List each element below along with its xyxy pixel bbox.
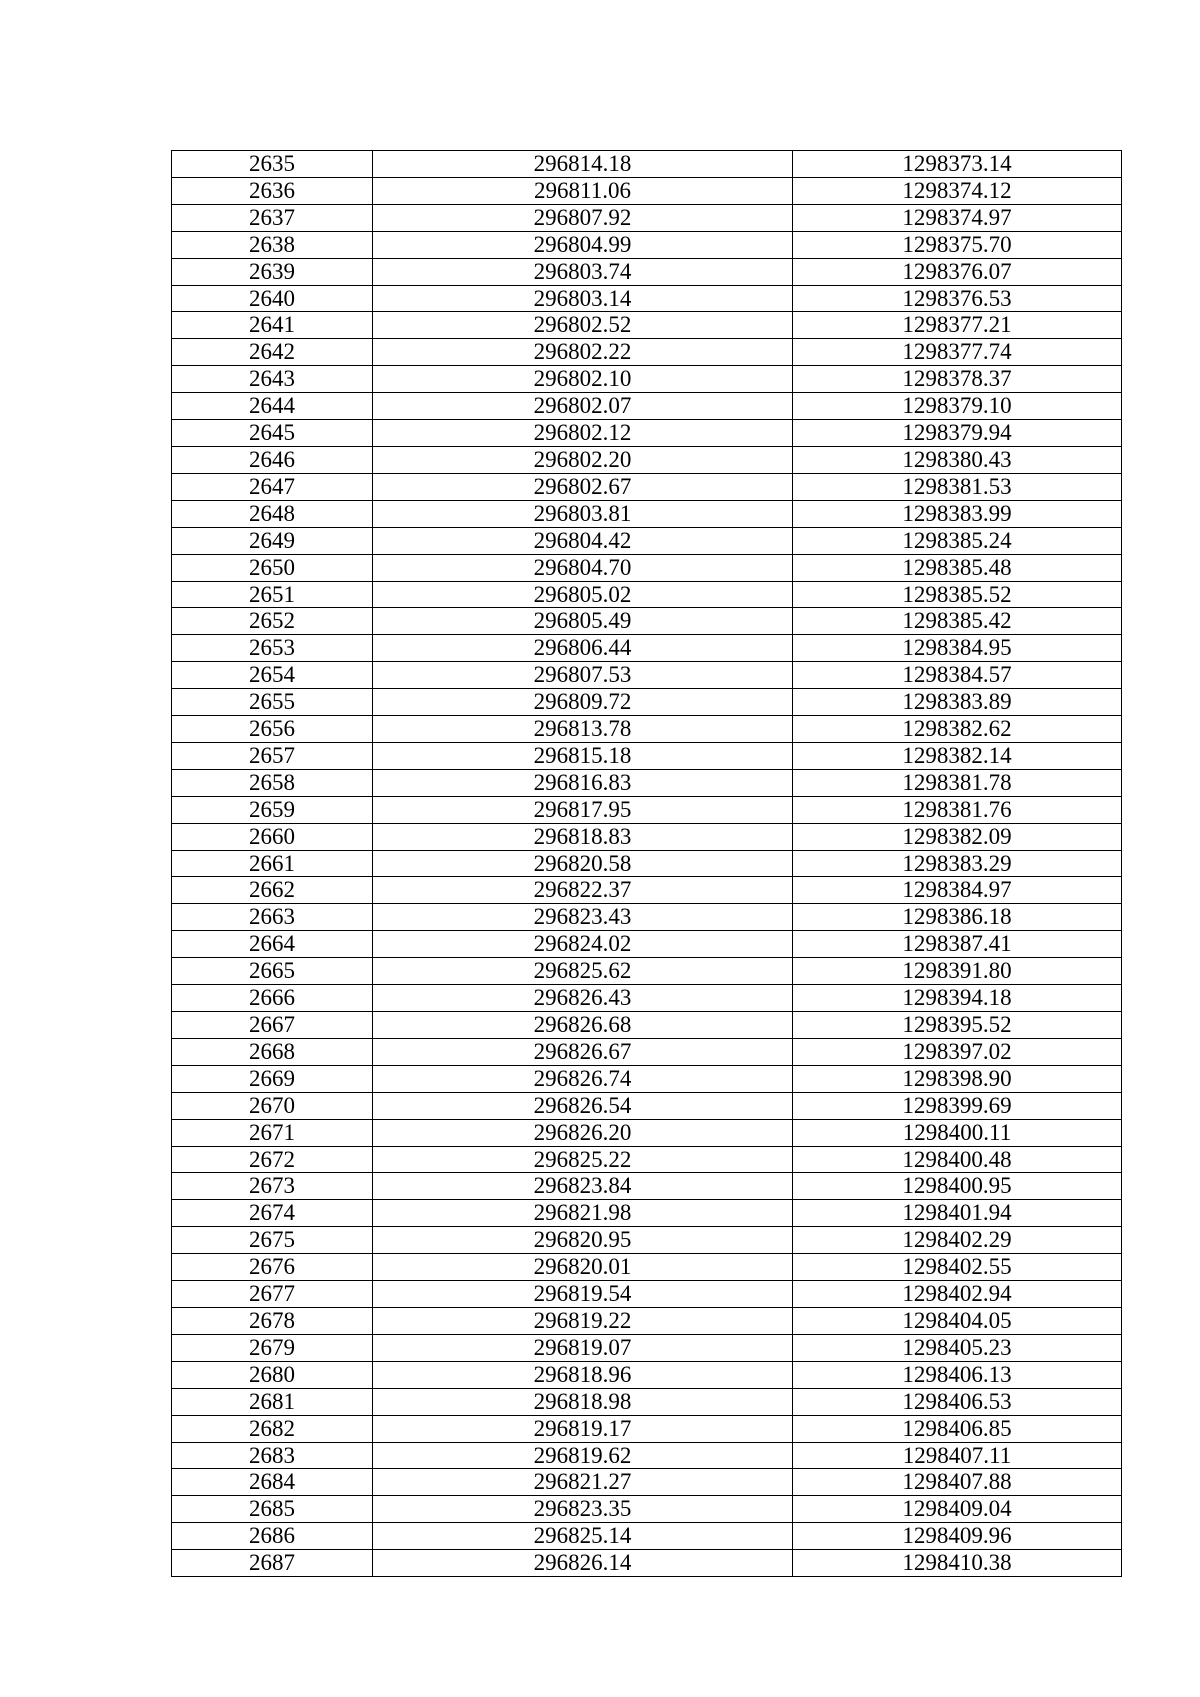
table-row (172, 1119, 1122, 1146)
y-coordinate-cell: 1298378.37 (793, 366, 1122, 393)
table-row (172, 823, 1122, 850)
table-row (172, 1012, 1122, 1039)
x-coordinate-cell: 296818.98 (373, 1388, 793, 1415)
point-number-cell: 2673 (172, 1173, 373, 1200)
point-number-cell: 2685 (172, 1496, 373, 1523)
table-row (172, 1442, 1122, 1469)
y-coordinate-cell: 1298391.80 (793, 958, 1122, 985)
x-coordinate-cell: 296826.43 (373, 985, 793, 1012)
y-coordinate-cell: 1298400.95 (793, 1173, 1122, 1200)
point-number-cell: 2655 (172, 689, 373, 716)
y-coordinate-cell: 1298379.94 (793, 420, 1122, 447)
y-coordinate-cell: 1298385.24 (793, 527, 1122, 554)
x-coordinate-cell: 296807.53 (373, 662, 793, 689)
point-number-cell: 2654 (172, 662, 373, 689)
point-number-cell: 2645 (172, 420, 373, 447)
point-number-cell: 2652 (172, 608, 373, 635)
table-row (172, 554, 1122, 581)
x-coordinate-cell: 296823.43 (373, 904, 793, 931)
point-number-cell: 2664 (172, 931, 373, 958)
point-number-cell: 2684 (172, 1469, 373, 1496)
y-coordinate-cell: 1298377.21 (793, 312, 1122, 339)
point-number-cell: 2638 (172, 231, 373, 258)
x-coordinate-cell: 296814.18 (373, 151, 793, 178)
x-coordinate-cell: 296818.83 (373, 823, 793, 850)
x-coordinate-cell: 296821.98 (373, 1200, 793, 1227)
x-coordinate-cell: 296825.22 (373, 1146, 793, 1173)
coordinate-table-body (172, 151, 1122, 1577)
point-number-cell: 2682 (172, 1415, 373, 1442)
table-row (172, 1496, 1122, 1523)
point-number-cell: 2671 (172, 1119, 373, 1146)
y-coordinate-cell: 1298402.55 (793, 1254, 1122, 1281)
point-number-cell: 2640 (172, 285, 373, 312)
y-coordinate-cell: 1298380.43 (793, 446, 1122, 473)
y-coordinate-cell: 1298376.53 (793, 285, 1122, 312)
table-row (172, 231, 1122, 258)
y-coordinate-cell: 1298384.57 (793, 662, 1122, 689)
x-coordinate-cell: 296819.17 (373, 1415, 793, 1442)
x-coordinate-cell: 296802.07 (373, 393, 793, 420)
point-number-cell: 2639 (172, 258, 373, 285)
point-number-cell: 2644 (172, 393, 373, 420)
y-coordinate-cell: 1298387.41 (793, 931, 1122, 958)
y-coordinate-cell: 1298404.05 (793, 1307, 1122, 1334)
y-coordinate-cell: 1298394.18 (793, 985, 1122, 1012)
x-coordinate-cell: 296823.84 (373, 1173, 793, 1200)
point-number-cell: 2650 (172, 554, 373, 581)
table-row (172, 1307, 1122, 1334)
point-number-cell: 2676 (172, 1254, 373, 1281)
point-number-cell: 2668 (172, 1038, 373, 1065)
x-coordinate-cell: 296805.49 (373, 608, 793, 635)
table-row (172, 716, 1122, 743)
y-coordinate-cell: 1298385.42 (793, 608, 1122, 635)
table-row (172, 285, 1122, 312)
x-coordinate-cell: 296826.54 (373, 1092, 793, 1119)
point-number-cell: 2669 (172, 1065, 373, 1092)
x-coordinate-cell: 296802.10 (373, 366, 793, 393)
y-coordinate-cell: 1298385.48 (793, 554, 1122, 581)
x-coordinate-cell: 296820.58 (373, 850, 793, 877)
table-row (172, 850, 1122, 877)
y-coordinate-cell: 1298397.02 (793, 1038, 1122, 1065)
point-number-cell: 2648 (172, 500, 373, 527)
point-number-cell: 2643 (172, 366, 373, 393)
table-row (172, 151, 1122, 178)
table-row (172, 366, 1122, 393)
x-coordinate-cell: 296804.70 (373, 554, 793, 581)
y-coordinate-cell: 1298373.14 (793, 151, 1122, 178)
table-row (172, 1227, 1122, 1254)
table-row (172, 312, 1122, 339)
y-coordinate-cell: 1298406.85 (793, 1415, 1122, 1442)
y-coordinate-cell: 1298402.29 (793, 1227, 1122, 1254)
table-row (172, 1334, 1122, 1361)
y-coordinate-cell: 1298395.52 (793, 1012, 1122, 1039)
table-row (172, 608, 1122, 635)
y-coordinate-cell: 1298376.07 (793, 258, 1122, 285)
x-coordinate-cell: 296813.78 (373, 716, 793, 743)
x-coordinate-cell: 296826.68 (373, 1012, 793, 1039)
x-coordinate-cell: 296809.72 (373, 689, 793, 716)
table-row (172, 796, 1122, 823)
y-coordinate-cell: 1298399.69 (793, 1092, 1122, 1119)
point-number-cell: 2672 (172, 1146, 373, 1173)
table-row (172, 473, 1122, 500)
y-coordinate-cell: 1298409.04 (793, 1496, 1122, 1523)
point-number-cell: 2662 (172, 877, 373, 904)
coordinate-table (171, 150, 1122, 1577)
y-coordinate-cell: 1298383.29 (793, 850, 1122, 877)
table-row (172, 1038, 1122, 1065)
x-coordinate-cell: 296826.74 (373, 1065, 793, 1092)
table-row (172, 177, 1122, 204)
y-coordinate-cell: 1298382.14 (793, 742, 1122, 769)
point-number-cell: 2653 (172, 635, 373, 662)
table-row (172, 662, 1122, 689)
x-coordinate-cell: 296802.20 (373, 446, 793, 473)
x-coordinate-cell: 296803.74 (373, 258, 793, 285)
point-number-cell: 2635 (172, 151, 373, 178)
y-coordinate-cell: 1298383.89 (793, 689, 1122, 716)
point-number-cell: 2641 (172, 312, 373, 339)
y-coordinate-cell: 1298382.09 (793, 823, 1122, 850)
point-number-cell: 2658 (172, 769, 373, 796)
y-coordinate-cell: 1298410.38 (793, 1550, 1122, 1577)
table-row (172, 1146, 1122, 1173)
x-coordinate-cell: 296811.06 (373, 177, 793, 204)
x-coordinate-cell: 296815.18 (373, 742, 793, 769)
table-row (172, 1200, 1122, 1227)
y-coordinate-cell: 1298409.96 (793, 1523, 1122, 1550)
point-number-cell: 2657 (172, 742, 373, 769)
table-row (172, 1523, 1122, 1550)
x-coordinate-cell: 296803.14 (373, 285, 793, 312)
x-coordinate-cell: 296802.67 (373, 473, 793, 500)
point-number-cell: 2666 (172, 985, 373, 1012)
y-coordinate-cell: 1298400.48 (793, 1146, 1122, 1173)
point-number-cell: 2686 (172, 1523, 373, 1550)
table-row (172, 258, 1122, 285)
y-coordinate-cell: 1298379.10 (793, 393, 1122, 420)
table-row (172, 1065, 1122, 1092)
table-row (172, 339, 1122, 366)
table-row (172, 958, 1122, 985)
x-coordinate-cell: 296826.20 (373, 1119, 793, 1146)
table-row (172, 985, 1122, 1012)
x-coordinate-cell: 296819.07 (373, 1334, 793, 1361)
point-number-cell: 2647 (172, 473, 373, 500)
table-row (172, 1173, 1122, 1200)
table-row (172, 1469, 1122, 1496)
point-number-cell: 2642 (172, 339, 373, 366)
point-number-cell: 2665 (172, 958, 373, 985)
y-coordinate-cell: 1298405.23 (793, 1334, 1122, 1361)
x-coordinate-cell: 296820.01 (373, 1254, 793, 1281)
point-number-cell: 2649 (172, 527, 373, 554)
y-coordinate-cell: 1298402.94 (793, 1281, 1122, 1308)
table-row (172, 689, 1122, 716)
table-row (172, 877, 1122, 904)
x-coordinate-cell: 296817.95 (373, 796, 793, 823)
point-number-cell: 2677 (172, 1281, 373, 1308)
x-coordinate-cell: 296802.22 (373, 339, 793, 366)
table-row (172, 446, 1122, 473)
y-coordinate-cell: 1298381.53 (793, 473, 1122, 500)
y-coordinate-cell: 1298377.74 (793, 339, 1122, 366)
y-coordinate-cell: 1298381.78 (793, 769, 1122, 796)
x-coordinate-cell: 296822.37 (373, 877, 793, 904)
table-row (172, 1281, 1122, 1308)
y-coordinate-cell: 1298374.97 (793, 204, 1122, 231)
point-number-cell: 2678 (172, 1307, 373, 1334)
y-coordinate-cell: 1298385.52 (793, 581, 1122, 608)
point-number-cell: 2651 (172, 581, 373, 608)
x-coordinate-cell: 296825.14 (373, 1523, 793, 1550)
y-coordinate-cell: 1298407.11 (793, 1442, 1122, 1469)
x-coordinate-cell: 296819.62 (373, 1442, 793, 1469)
point-number-cell: 2636 (172, 177, 373, 204)
table-row (172, 904, 1122, 931)
point-number-cell: 2687 (172, 1550, 373, 1577)
y-coordinate-cell: 1298383.99 (793, 500, 1122, 527)
table-row (172, 500, 1122, 527)
table-row (172, 204, 1122, 231)
x-coordinate-cell: 296820.95 (373, 1227, 793, 1254)
y-coordinate-cell: 1298384.95 (793, 635, 1122, 662)
point-number-cell: 2663 (172, 904, 373, 931)
y-coordinate-cell: 1298382.62 (793, 716, 1122, 743)
table-row (172, 1550, 1122, 1577)
point-number-cell: 2667 (172, 1012, 373, 1039)
table-row (172, 581, 1122, 608)
x-coordinate-cell: 296802.12 (373, 420, 793, 447)
point-number-cell: 2646 (172, 446, 373, 473)
x-coordinate-cell: 296802.52 (373, 312, 793, 339)
y-coordinate-cell: 1298401.94 (793, 1200, 1122, 1227)
table-row (172, 1415, 1122, 1442)
x-coordinate-cell: 296807.92 (373, 204, 793, 231)
x-coordinate-cell: 296819.22 (373, 1307, 793, 1334)
point-number-cell: 2675 (172, 1227, 373, 1254)
y-coordinate-cell: 1298375.70 (793, 231, 1122, 258)
x-coordinate-cell: 296823.35 (373, 1496, 793, 1523)
y-coordinate-cell: 1298381.76 (793, 796, 1122, 823)
y-coordinate-cell: 1298406.53 (793, 1388, 1122, 1415)
point-number-cell: 2681 (172, 1388, 373, 1415)
table-row (172, 742, 1122, 769)
point-number-cell: 2660 (172, 823, 373, 850)
y-coordinate-cell: 1298407.88 (793, 1469, 1122, 1496)
point-number-cell: 2674 (172, 1200, 373, 1227)
table-row (172, 1254, 1122, 1281)
table-row (172, 769, 1122, 796)
y-coordinate-cell: 1298386.18 (793, 904, 1122, 931)
table-row (172, 635, 1122, 662)
x-coordinate-cell: 296826.67 (373, 1038, 793, 1065)
table-row (172, 393, 1122, 420)
y-coordinate-cell: 1298400.11 (793, 1119, 1122, 1146)
y-coordinate-cell: 1298384.97 (793, 877, 1122, 904)
table-row (172, 931, 1122, 958)
point-number-cell: 2637 (172, 204, 373, 231)
x-coordinate-cell: 296804.42 (373, 527, 793, 554)
table-row (172, 1388, 1122, 1415)
x-coordinate-cell: 296806.44 (373, 635, 793, 662)
point-number-cell: 2661 (172, 850, 373, 877)
point-number-cell: 2659 (172, 796, 373, 823)
point-number-cell: 2683 (172, 1442, 373, 1469)
table-row (172, 420, 1122, 447)
table-row (172, 527, 1122, 554)
point-number-cell: 2670 (172, 1092, 373, 1119)
y-coordinate-cell: 1298406.13 (793, 1361, 1122, 1388)
x-coordinate-cell: 296803.81 (373, 500, 793, 527)
point-number-cell: 2656 (172, 716, 373, 743)
table-row (172, 1092, 1122, 1119)
x-coordinate-cell: 296805.02 (373, 581, 793, 608)
point-number-cell: 2680 (172, 1361, 373, 1388)
x-coordinate-cell: 296825.62 (373, 958, 793, 985)
table-row (172, 1361, 1122, 1388)
x-coordinate-cell: 296821.27 (373, 1469, 793, 1496)
y-coordinate-cell: 1298398.90 (793, 1065, 1122, 1092)
x-coordinate-cell: 296819.54 (373, 1281, 793, 1308)
x-coordinate-cell: 296826.14 (373, 1550, 793, 1577)
y-coordinate-cell: 1298374.12 (793, 177, 1122, 204)
x-coordinate-cell: 296818.96 (373, 1361, 793, 1388)
x-coordinate-cell: 296824.02 (373, 931, 793, 958)
x-coordinate-cell: 296816.83 (373, 769, 793, 796)
point-number-cell: 2679 (172, 1334, 373, 1361)
x-coordinate-cell: 296804.99 (373, 231, 793, 258)
